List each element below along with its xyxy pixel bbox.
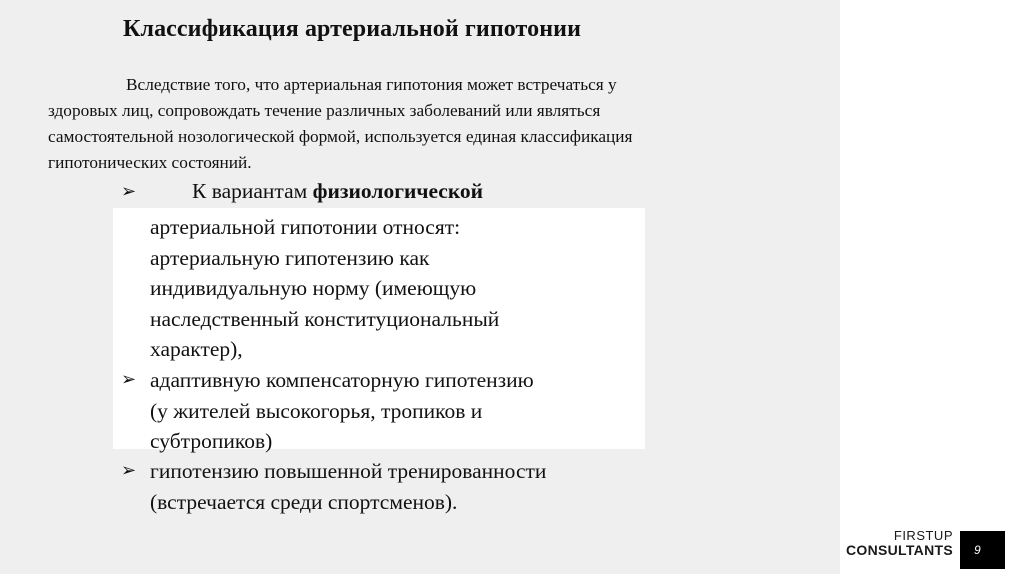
intro-line: гипотонических состояний. (48, 153, 252, 172)
bullet-1-bold-term: физиологической (312, 179, 484, 203)
intro-line: здоровых лиц, сопровождать течение различных заболеваний или являться (48, 101, 601, 120)
page-number: 9 (974, 543, 981, 557)
brand-logo (836, 528, 953, 558)
bullet-2-line: адаптивную компенсаторную гипотензию (150, 368, 534, 392)
bullet-2-line: субтропиков) (150, 429, 273, 453)
chevron-arrow-icon: ➢ (121, 460, 137, 481)
bullet-1-line: артериальной гипотонии относят: (150, 215, 461, 239)
page-number-badge (960, 531, 1005, 569)
bullet-1-line: артериальную гипотензию как (150, 245, 430, 270)
intro-line: Вследствие того, что артериальная гипотония может встречаться у (126, 75, 617, 94)
bullet-2-body (150, 365, 534, 457)
bullet-3-line: гипотензию повышенной тренированности (150, 459, 547, 483)
brand-line-2: CONSULTANTS (846, 542, 953, 558)
bullet-2-line: (у жителей высокогорья, тропиков и (150, 398, 483, 423)
bullet-1-line: наследственный конституциональный (150, 306, 500, 331)
intro-line: самостоятельной нозологической формой, используется единая классификация (48, 127, 633, 146)
chevron-arrow-icon: ➢ (121, 181, 137, 202)
bullet-3-body (150, 456, 546, 517)
bullet-1-first-line (192, 176, 483, 207)
chevron-arrow-icon: ➢ (121, 369, 137, 390)
bullet-1-line: индивидуальную норму (имеющую (150, 276, 477, 300)
bullet-1-prefix: К вариантам (192, 179, 313, 203)
bullet-1-body (150, 212, 499, 365)
brand-line-1: FIRSTUP (893, 528, 953, 543)
intro-paragraph (48, 72, 808, 176)
slide-title: Классификация артериальной гипотонии (123, 16, 582, 42)
bullet-3-line: (встречается среди спортсменов). (150, 489, 458, 514)
bullet-1-line: характер), (150, 337, 243, 361)
